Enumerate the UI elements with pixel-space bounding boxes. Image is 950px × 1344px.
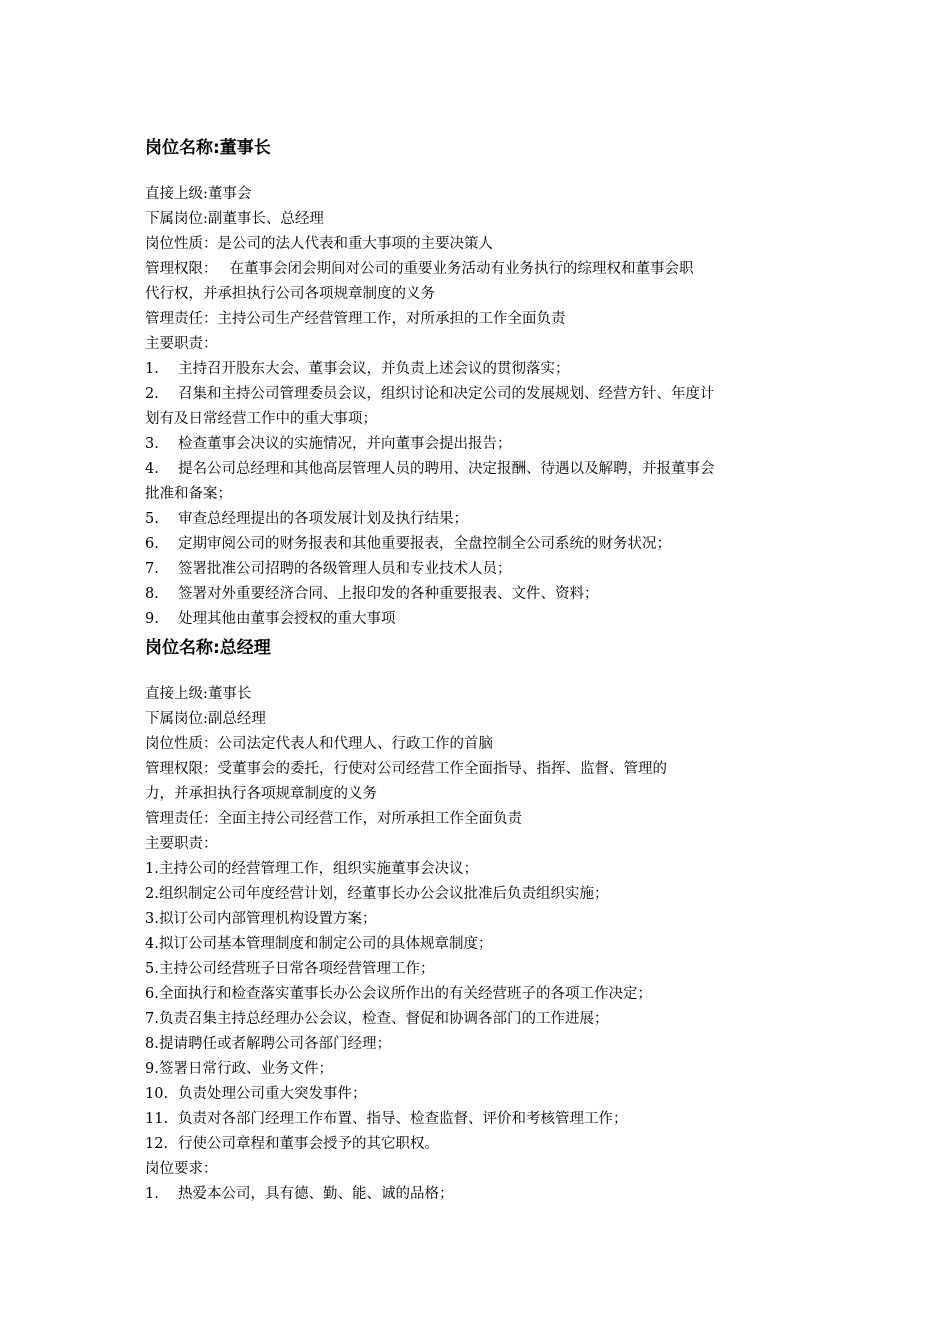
position-nature: 岗位性质：是公司的法人代表和重大事项的主要决策人 (145, 236, 493, 252)
list-item: 9. 处理其他由董事会授权的重大事项 (145, 611, 396, 627)
direct-superior: 直接上级:董事长 (145, 686, 252, 702)
management-authority-cont: 力，并承担执行各项规章制度的义务 (145, 786, 377, 802)
list-item: 12. 行使公司章程和董事会授予的其它职权。 (145, 1136, 439, 1152)
list-item: 5. 审查总经理提出的各项发展计划及执行结果； (145, 511, 468, 527)
section-chairman (145, 136, 825, 632)
list-item-cont: 批准和备案； (145, 486, 232, 502)
management-authority (145, 257, 825, 282)
management-authority-text: 在董事会闭会期间对公司的重要业务活动有业务执行的综理权和董事会职 (229, 261, 694, 277)
subordinate-positions: 下属岗位:副总经理 (145, 711, 266, 727)
list-item: 2.组织制定公司年度经营计划，经董事长办公会议批准后负责组织实施； (145, 886, 609, 902)
list-item: 5.主持公司经营班子日常各项经营管理工作； (145, 961, 435, 977)
main-duties-label: 主要职责： (145, 836, 218, 852)
list-item: 6.全面执行和检查落实董事长办公会议所作出的有关经营班子的各项工作决定； (145, 986, 652, 1002)
list-item: 8.提请聘任或者解聘公司各部门经理； (145, 1036, 391, 1052)
list-item: 7. 签署批准公司招聘的各级管理人员和专业技术人员； (145, 561, 512, 577)
list-item: 6. 定期审阅公司的财务报表和其他重要报表，全盘控制全公司系统的财务状况； (145, 536, 671, 552)
list-item: 3. 检查董事会决议的实施情况，并向董事会提出报告； (145, 436, 512, 452)
position-nature: 岗位性质：公司法定代表人和代理人、行政工作的首脑 (145, 736, 493, 752)
list-item: 3.拟订公司内部管理机构设置方案； (145, 911, 377, 927)
list-item: 7.负责召集主持总经理办公会议，检查、督促和协调各部门的工作进展； (145, 1011, 609, 1027)
list-item-cont: 划有及日常经营工作中的重大事项； (145, 411, 377, 427)
management-responsibility: 管理责任：主持公司生产经营管理工作，对所承担的工作全面负责 (145, 311, 566, 327)
list-item: 10. 负责处理公司重大突发事件； (145, 1086, 367, 1102)
management-authority-cont: 代行权，并承担执行公司各项规章制度的义务 (145, 286, 435, 302)
list-item: 1.主持公司的经营管理工作，组织实施董事会决议； (145, 861, 478, 877)
section-general-manager (145, 636, 825, 1207)
document-page (145, 136, 825, 1207)
list-item: 1. 主持召开股东大会、董事会议，并负责上述会议的贯彻落实； (145, 361, 570, 377)
list-item: 8. 签署对外重要经济合同、上报印发的各种重要报表、文件、资料； (145, 586, 599, 602)
subordinate-positions: 下属岗位:副董事长、总经理 (145, 211, 324, 227)
list-item: 2. 召集和主持公司管理委员会议，组织讨论和决定公司的发展规划、经营方针、年度计 (145, 386, 715, 402)
list-item: 1. 热爱本公司，具有德、勤、能、诚的品格； (145, 1186, 454, 1202)
requirements-label: 岗位要求： (145, 1161, 218, 1177)
section-title-chairman: 岗位名称:董事长 (145, 138, 271, 158)
management-authority: 管理权限：受董事会的委托，行使对公司经营工作全面指导、指挥、监督、管理的 (145, 761, 667, 777)
management-authority-label: 管理权限： (145, 261, 218, 277)
list-item: 4.拟订公司基本管理制度和制定公司的具体规章制度； (145, 936, 493, 952)
section-title-general-manager: 岗位名称:总经理 (145, 638, 271, 658)
direct-superior: 直接上级:董事会 (145, 186, 252, 202)
list-item: 4. 提名公司总经理和其他高层管理人员的聘用、决定报酬、待遇以及解聘，并报董事会 (145, 461, 715, 477)
main-duties-label: 主要职责： (145, 336, 218, 352)
list-item: 11. 负责对各部门经理工作布置、指导、检查监督、评价和考核管理工作； (145, 1111, 628, 1127)
management-responsibility: 管理责任：全面主持公司经营工作，对所承担工作全面负责 (145, 811, 522, 827)
list-item: 9.签署日常行政、业务文件； (145, 1061, 333, 1077)
